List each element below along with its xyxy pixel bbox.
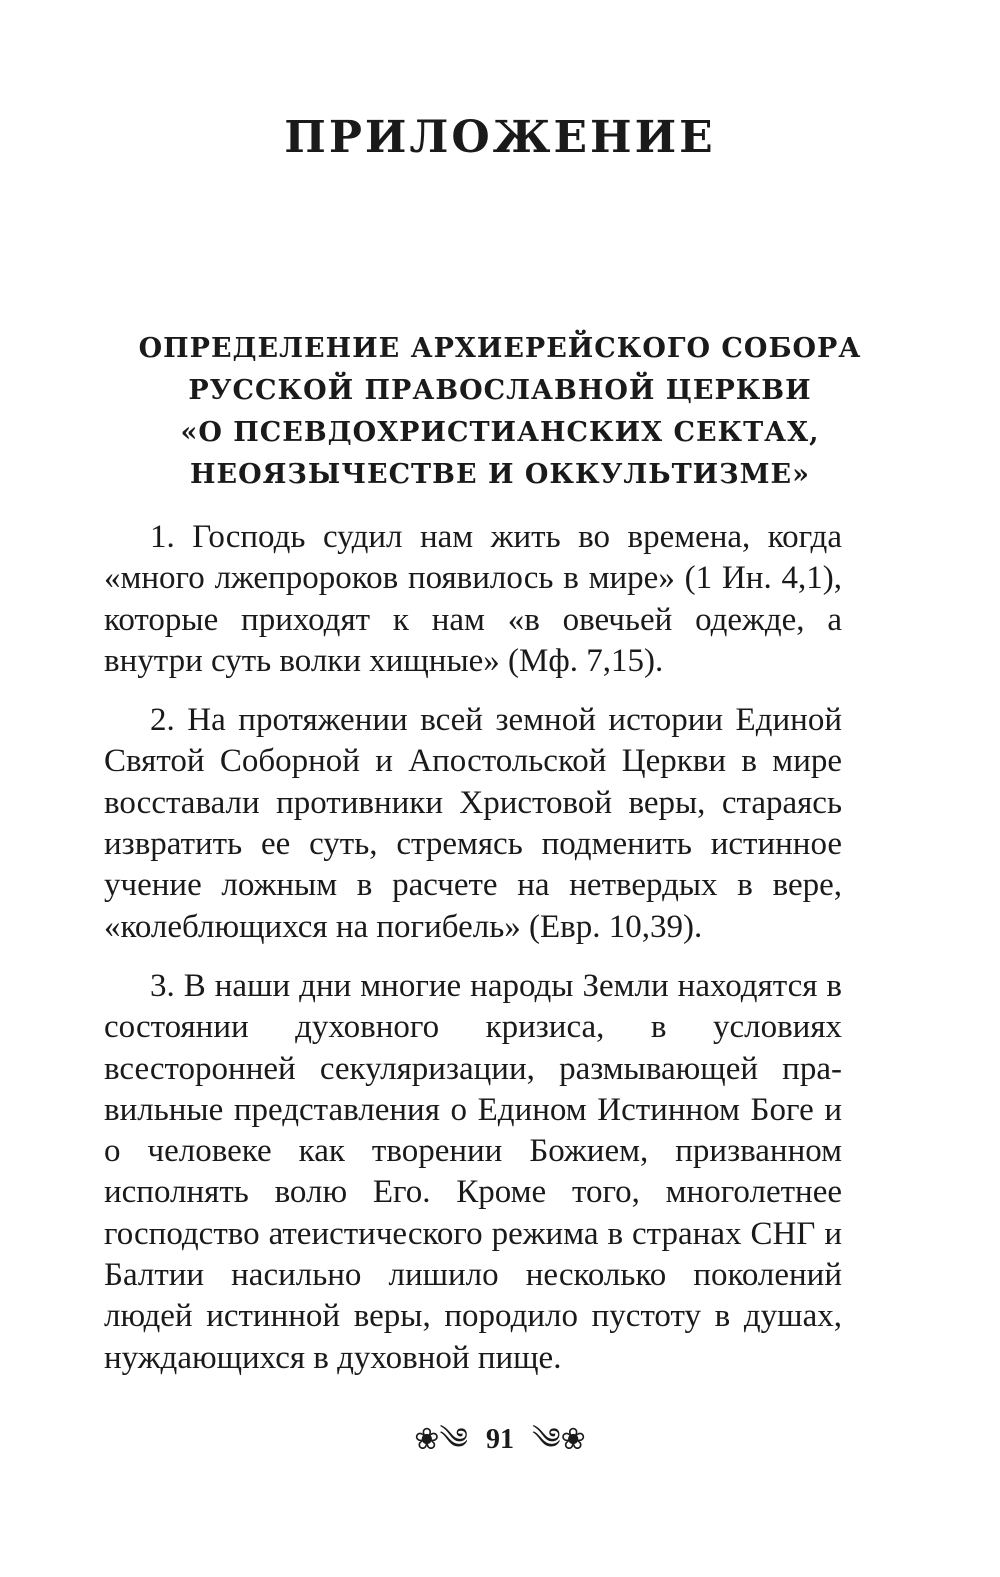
heading-line: «О ПСЕВДОХРИСТИАНСКИХ СЕКТАХ, bbox=[180, 417, 820, 448]
section-heading bbox=[80, 328, 920, 496]
body-text bbox=[104, 517, 842, 1397]
ornament-left-icon: ❀༄ bbox=[414, 1422, 468, 1457]
paragraph-1: 1. Господь судил нам жить во времена, когда «много лжепророков появилось в мире» (1 Ин. 4,1), которые приходят к нам «в овечьей одежде, а внутри суть волки хищные» (Мф. 7,15). bbox=[104, 519, 842, 679]
paragraph-3: 3. В наши дни многие народы Земли находятся в состоянии духовного кризиса, в условиях всесторонней секуляризации, размывающей правильные представления о Едином Истинном Боге и о человеке как творении Божием, призванном исполнять волю Его. Кроме того, многолетнее господство атеистического режима в странах СНГ и Балтии насильно лишило несколько поколений людей истинной веры, породило пустоту в душах, нуждающихся в духовной пище. bbox=[104, 967, 842, 1376]
page-title: ПРИЛОЖЕНИЕ bbox=[284, 112, 716, 163]
heading-line: РУССКОЙ ПРАВОСЛАВНОЙ ЦЕРКВИ bbox=[188, 375, 812, 406]
heading-line: НЕОЯЗЫЧЕСТВЕ И ОККУЛЬТИЗМЕ» bbox=[190, 459, 810, 490]
heading-line: ОПРЕДЕЛЕНИЕ АРХИЕРЕЙСКОГО СОБОРА bbox=[138, 333, 862, 364]
page-footer bbox=[0, 1420, 1000, 1460]
page-number: 91 bbox=[486, 1424, 514, 1455]
paragraph-2: 2. На протяжении всей земной истории Единой Святой Соборной и Апостольской Церкви в мире восставали противники Христовой веры, стараясь извратить ее суть, стремясь подменить истинное учение ложным в расчете на нетвердых в вере, «колеблющихся на погибель» (Евр. 10,39). bbox=[104, 702, 842, 945]
ornament-right-icon: ༄❀ bbox=[532, 1422, 586, 1457]
